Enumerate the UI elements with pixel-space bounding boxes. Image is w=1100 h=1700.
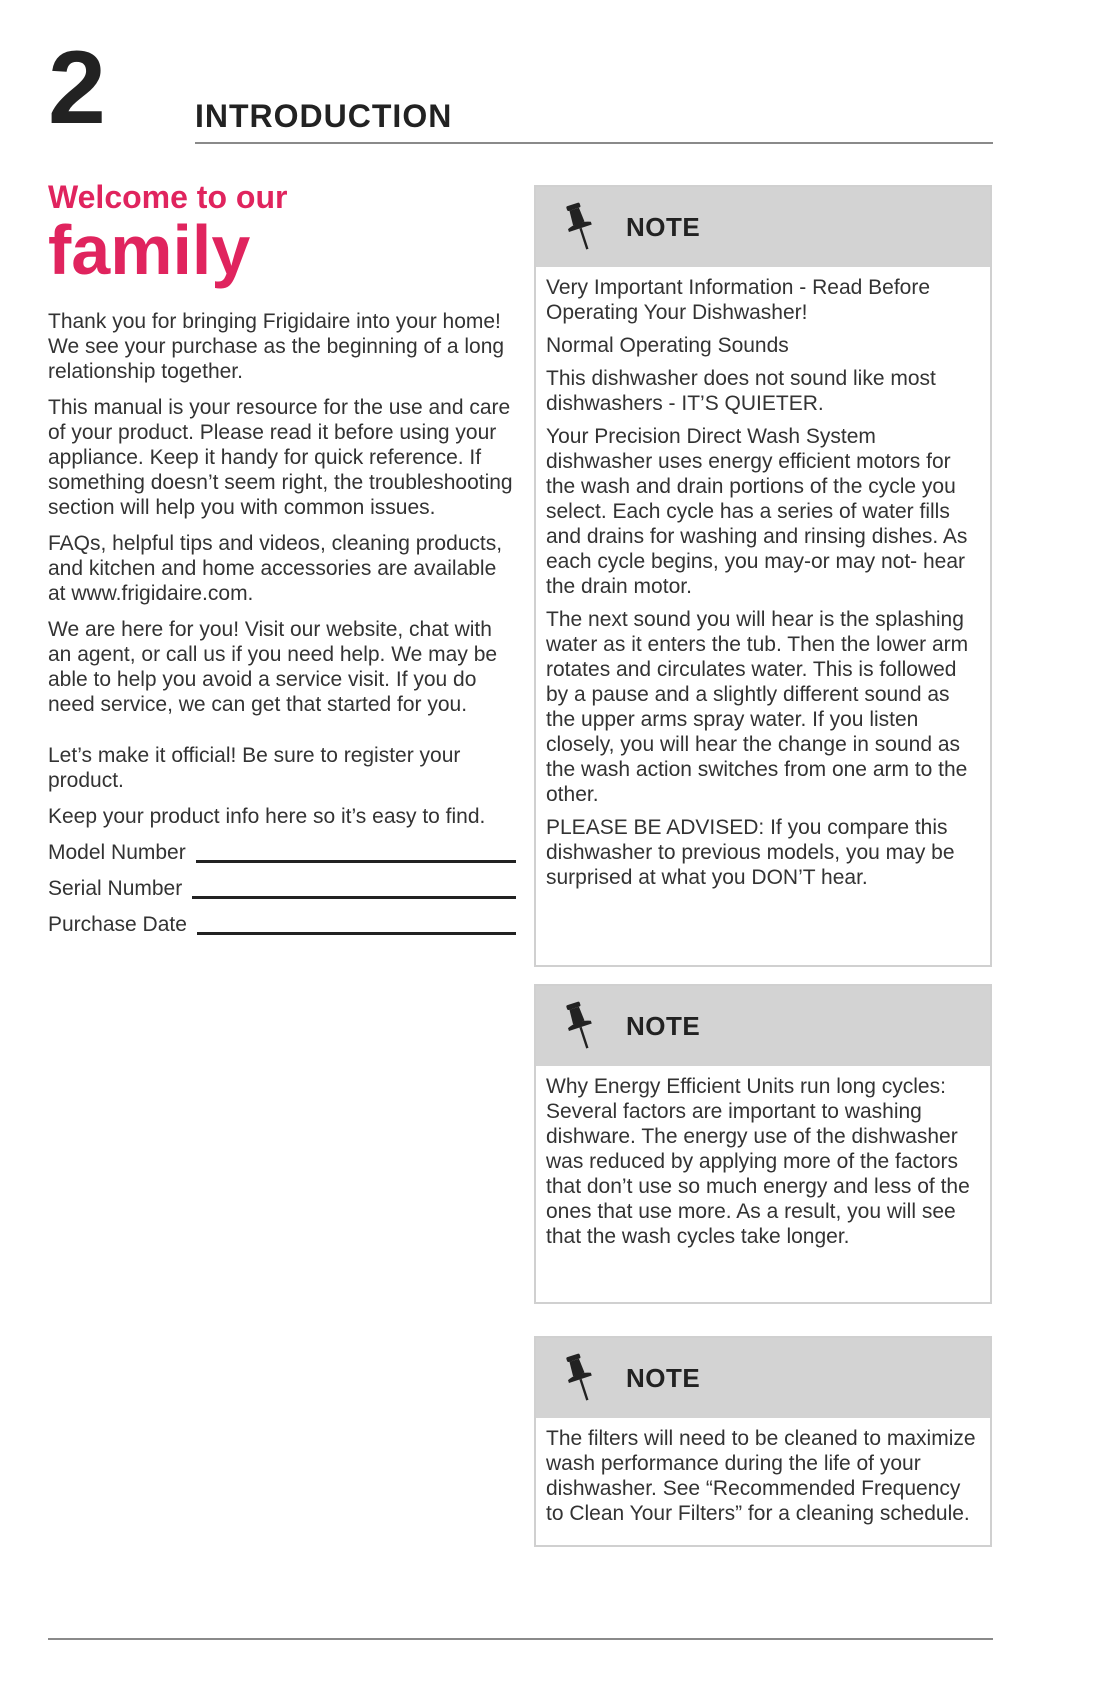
note-paragraph: Normal Operating Sounds (546, 334, 789, 357)
welcome-heading-line2: family (48, 211, 251, 290)
intro-paragraph: This manual is your resource for the use and care of your product. Please read it before using your appliance. Keep it handy for quick reference. If something doesn’t seem right, the troubleshooting section will help you with common issues. (48, 396, 513, 520)
intro-column (48, 180, 516, 948)
note-title: NOTE (626, 1362, 701, 1393)
pushpin-icon (564, 201, 598, 253)
field-label: Serial Number (48, 877, 183, 901)
note-body (536, 1066, 990, 1263)
note-title: NOTE (626, 211, 701, 242)
serial-number-field (48, 876, 516, 901)
note-header (536, 986, 990, 1066)
note-header (536, 1338, 990, 1418)
note-title: NOTE (626, 1010, 701, 1041)
purchase-date-field (48, 912, 516, 937)
note-paragraph: The next sound you will hear is the splashing water as it enters the tub. Then the lower arm rotates and circulates water. This is followed by a pause and a slightly different sound as the upper arms spray water. If you listen closely, you will hear the change in sound as the wash action switches from one arm to the other. (546, 608, 969, 806)
field-label: Purchase Date (48, 913, 187, 937)
intro-paragraph: FAQs, helpful tips and videos, cleaning products, and kitchen and home accessories are available at www.frigidaire.com. (48, 532, 503, 606)
fill-in-line (192, 896, 516, 899)
note-paragraph: Your Precision Direct Wash System dishwasher uses energy efficient motors for the wash and drain portions of the cycle you select. Each cycle has a series of water fills and drains for washing and rinsing dishes. As each cycle begins, you may-or may not- hear the drain motor. (546, 425, 968, 598)
note-box (534, 1336, 992, 1547)
note-box (534, 185, 992, 967)
page-number: 2 (48, 30, 106, 146)
welcome-heading-line1: Welcome to our (48, 179, 288, 215)
note-body (536, 1418, 990, 1540)
section-title: INTRODUCTION (195, 98, 453, 134)
note-paragraph: Very Important Information - Read Before Operating Your Dishwasher! (546, 276, 931, 324)
header-divider (195, 142, 993, 144)
fill-in-line (196, 860, 516, 863)
note-header (536, 187, 990, 267)
intro-paragraph: Thank you for bringing Frigidaire into your home! We see your purchase as the beginning of a long relationship together. (48, 310, 505, 384)
intro-paragraph: Keep your product info here so it’s easy to find. (48, 805, 486, 829)
note-paragraph: This dishwasher does not sound like most dishwashers - IT’S QUIETER. (546, 367, 936, 415)
note-paragraph: The filters will need to be cleaned to maximize wash performance during the life of your dishwasher. See “Recommended Frequency to Clean Your Filters” for a cleaning schedule. (546, 1427, 976, 1525)
model-number-field (48, 840, 516, 865)
pushpin-icon (564, 1352, 598, 1404)
note-paragraph: PLEASE BE ADVISED: If you compare this dishwasher to previous models, you may be surprised at what you DON’T hear. (546, 816, 955, 889)
note-body (536, 267, 990, 904)
fill-in-line (197, 932, 516, 935)
pushpin-icon (564, 1000, 598, 1052)
footer-divider (48, 1638, 993, 1640)
field-label: Model Number (48, 841, 186, 865)
note-box (534, 984, 992, 1304)
note-paragraph: Why Energy Efficient Units run long cycles: Several factors are important to washing dishware. The energy use of the dishwasher was reduced by applying more of the factors that don’t use so much energy and less of the ones that use more. As a result, you will see that the wash cycles take longer. (546, 1075, 970, 1248)
intro-paragraph: We are here for you! Visit our website, chat with an agent, or call us if you need help. We may be able to help you avoid a service visit. If you do need service, we can get that started for you. (48, 618, 498, 717)
intro-paragraph: Let’s make it official! Be sure to register your product. (48, 744, 461, 793)
